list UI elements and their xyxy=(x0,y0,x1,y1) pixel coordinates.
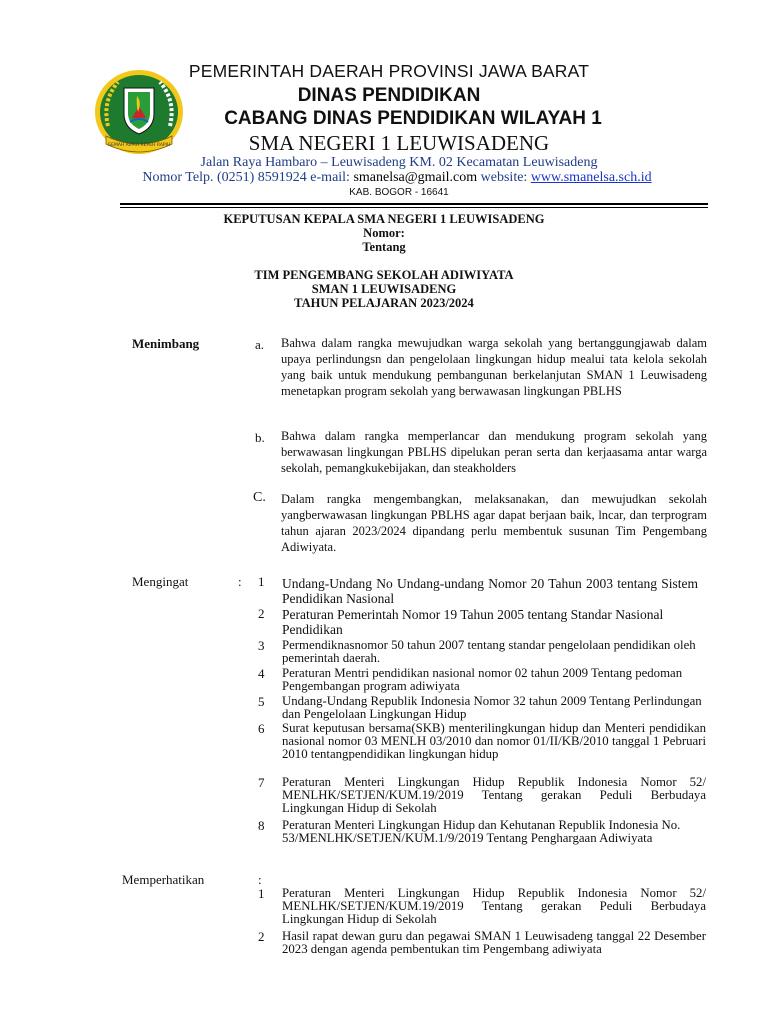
header-school-name: SMA NEGERI 1 LEUWISADENG xyxy=(248,131,550,155)
menimbang-marker: b. xyxy=(255,430,265,445)
menimbang-item: Bahwa dalam rangka mewujudkan warga sekolah yang bertanggungjawab dalam upaya perlindungsn dan pengelolaan lingkungan hidup mealui tata kelola sekolah yang baik untuk mendukung pembangunan berkelanjutan SMAN 1 Leuwisadeng menetapkan program sekolah yang berwawasan lingkungan PBLHS xyxy=(281,336,707,398)
header-government-name: PEMERINTAH DAERAH PROVINSI JAWA BARAT xyxy=(188,61,590,81)
mengingat-marker: 2 xyxy=(258,606,265,621)
mengingat-item: Undang-Undang Republik Indonesia Nomor 32 tahun 2009 Tentang Perlindungan dan Pengelolaan Lingkungan Hidup xyxy=(282,694,702,721)
section-menimbang-label: Menimbang xyxy=(132,336,200,351)
mengingat-item: Undang-Undang No Undang-undang Nomor 20 Tahun 2003 tentang Sistem Pendidikan Nasional xyxy=(282,576,698,606)
mengingat-item: Peraturan Pemerintah Nomor 19 Tahun 2005 tentang Standar Nasional Pendidikan xyxy=(282,607,664,637)
mengingat-marker: 4 xyxy=(258,666,265,681)
header-divider-thick xyxy=(120,203,708,205)
menimbang-marker: a. xyxy=(255,337,265,352)
memperhatikan-marker: 1 xyxy=(258,886,265,901)
decree-title: KEPUTUSAN KEPALA SMA NEGERI 1 LEUWISADENG xyxy=(223,212,545,226)
mengingat-marker: 8 xyxy=(258,818,265,833)
mengingat-marker: 3 xyxy=(258,638,265,653)
memperhatikan-item: Peraturan Menteri Lingkungan Hidup Republik Indonesia Nomor 52/ MENLHK/SETJEN/KUM.19/2019 Tentang gerakan Peduli Berbudaya Lingkungan Hidup di Sekolah xyxy=(282,886,706,926)
mengingat-colon: : xyxy=(238,574,242,589)
mengingat-item: Peraturan Mentri pendidikan nasional nomor 02 tahun 2009 Tentang pedoman Pengembangan program adiwiyata xyxy=(282,666,683,693)
header-divider-thin xyxy=(120,207,708,208)
mengingat-marker: 1 xyxy=(258,574,265,589)
svg-text:GEMAH RIPAH REPEH RAPIH: GEMAH RIPAH REPEH RAPIH xyxy=(107,143,171,148)
mengingat-marker: 6 xyxy=(258,721,265,736)
decree-subject-3: TAHUN PELAJARAN 2023/2024 xyxy=(294,296,474,310)
section-memperhatikan-label: Memperhatikan xyxy=(122,872,205,887)
mengingat-item: Peraturan Menteri Lingkungan Hidup Republik Indonesia Nomor 52/ MENLHK/SETJEN/KUM.19/2019 Tentang gerakan Peduli Berbudaya Lingkungan Hidup di Sekolah xyxy=(282,775,706,815)
website-link[interactable]: www.smanelsa.sch.id xyxy=(530,170,652,185)
header-branch-name: CABANG DINAS PENDIDIKAN WILAYAH 1 xyxy=(224,108,602,129)
decree-about: Tentang xyxy=(362,240,406,254)
memperhatikan-marker: 2 xyxy=(258,929,265,944)
contact-website-label: website: xyxy=(477,170,531,185)
menimbang-marker: C. xyxy=(253,490,266,505)
memperhatikan-colon: : xyxy=(258,872,262,887)
header-contact xyxy=(0,170,768,186)
decree-subject-1: TIM PENGEMBANG SEKOLAH ADIWIYATA xyxy=(254,268,514,282)
menimbang-item: Dalam rangka mengembangkan, melaksanakan, dan mewujudkan sekolah yangberwawasan lingkungan PBLHS agar dapat berjaan baik, lncar, dan terprogram tahun ajaran 2023/2024 dipandang perlu membentuk susunan Tim Pengembang Adiwiyata. xyxy=(281,492,707,554)
decree-number: Nomor: xyxy=(363,226,405,240)
mengingat-item: Surat keputusan bersama(SKB) menterilingkungan hidup dan Menteri pendidikan nasional nomor 03 MENLH 03/2010 dan nomor 01/II/KB/2010 tanggal 1 Pebruari 2010 tentangpendidikan lingkungan hidup xyxy=(282,721,706,761)
section-mengingat-label: Mengingat xyxy=(132,574,189,589)
contact-email[interactable]: smanelsa@gmail.com xyxy=(353,170,478,185)
mengingat-item: Permendiknasnomor 50 tahun 2007 tentang standar pengelolaan pendidikan oleh pemerintah daerah. xyxy=(282,638,696,665)
mengingat-marker: 5 xyxy=(258,694,265,709)
menimbang-item: Bahwa dalam rangka memperlancar dan mendukung program sekolah yang berwawasan lingkungan PBLHS dipelukan peran serta dan kerjaasama antar warga sekolah, pemangkukebijakan, dan steakholders xyxy=(281,429,707,475)
header-address: Jalan Raya Hambaro – Leuwisadeng KM. 02 Kecamatan Leuwisadeng xyxy=(200,155,598,170)
header-agency-name: DINAS PENDIDIKAN xyxy=(297,85,481,106)
mengingat-marker: 7 xyxy=(258,775,265,790)
memperhatikan-item: Hasil rapat dewan guru dan pegawai SMAN 1 Leuwisadeng tanggal 22 Desember 2023 dengan agenda pembentukan tim Pengembang adiwiyata xyxy=(282,929,706,956)
decree-subject-2: SMAN 1 LEUWISADENG xyxy=(311,282,457,296)
contact-phone: Nomor Telp. (0251) 8591924 e-mail: xyxy=(142,170,354,185)
mengingat-item: Peraturan Menteri Lingkungan Hidup dan Kehutanan Republik Indonesia No. 53/MENLHK/SETJEN/KUM.1/9/2019 Tentang Penghargaan Adiwiyata xyxy=(282,818,681,845)
header-city: KAB. BOGOR - 16641 xyxy=(349,187,449,198)
